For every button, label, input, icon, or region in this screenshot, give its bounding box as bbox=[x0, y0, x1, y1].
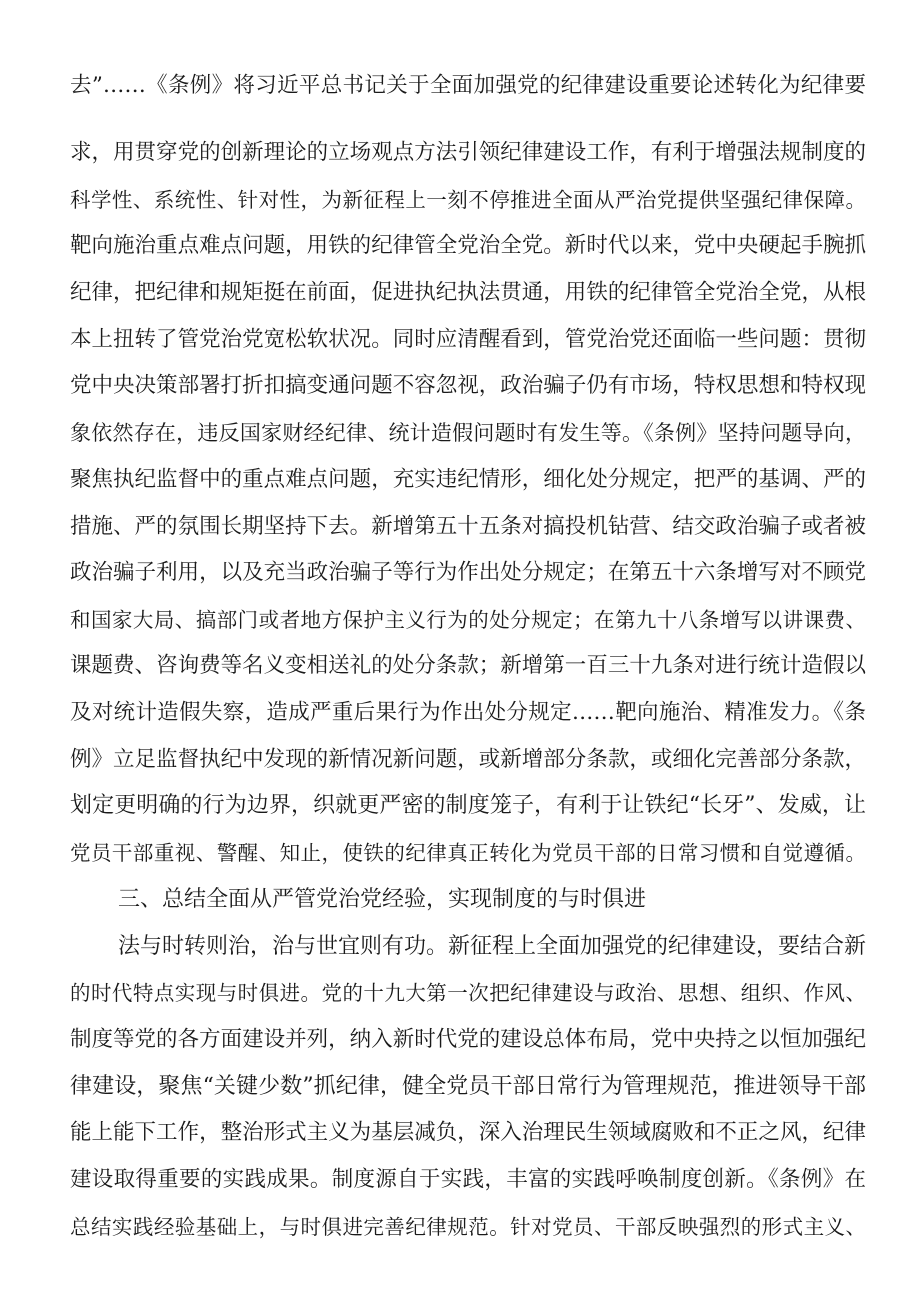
paragraph2-line-6: 聚焦执纪监督中的重点难点问题，充实违纪情形，细化处分规定，把严的基调、严的 bbox=[70, 467, 866, 492]
paragraph2-line-11: 及对统计造假失察，造成严重后果行为作出处分规定……靶向施治、精准发力。《条 bbox=[70, 700, 866, 725]
paragraph1-line-3: 科学性、系统性、针对性，为新征程上一刻不停推进全面从严治党提供坚强纪律保障。 bbox=[70, 188, 866, 212]
paragraph3-line-6: 建设取得重要的实践成果。制度源自于实践，丰富的实践呼唤制度创新。《条例》在 bbox=[70, 1167, 866, 1192]
paragraph2-line-1: 靶向施治重点难点问题，用铁的纪律管全党治全党。新时代以来，党中央硬起手腕抓 bbox=[70, 233, 866, 258]
paragraph2-line-4: 党中央决策部署打折扣搞变通问题不容忽视，政治骗子仍有市场，特权思想和特权现 bbox=[70, 373, 866, 398]
paragraph3-line-1: 法与时转则治，治与世宜则有功。新征程上全面加强党的纪律建设，要结合新 bbox=[118, 934, 866, 959]
paragraph2-line-10: 课题费、咨询费等名义变相送礼的处分条款；新增第一百三十九条对进行统计造假以 bbox=[70, 653, 866, 678]
paragraph3-line-3: 制度等党的各方面建设并列，纳入新时代党的建设总体布局，党中央持之以恒加强纪 bbox=[70, 1027, 866, 1052]
paragraph2-line-13: 划定更明确的行为边界，织就更严密的制度笼子，有利于让铁纪“长牙”、发威，让 bbox=[70, 793, 866, 818]
paragraph1-line-2: 求，用贯穿党的创新理论的立场观点方法引领纪律建设工作，有利于增强法规制度的 bbox=[70, 140, 866, 165]
paragraph2-line-2: 纪律，把纪律和规矩挺在前面，促进执纪执法贯通，用铁的纪律管全党治全党，从根 bbox=[70, 280, 866, 305]
paragraph2-line-9: 和国家大局、搞部门或者地方保护主义行为的处分规定；在第九十八条增写以讲课费、 bbox=[70, 608, 866, 632]
paragraph3-line-4: 律建设，聚焦“关键少数”抓纪律，健全党员干部日常行为管理规范，推进领导干部 bbox=[70, 1074, 866, 1099]
paragraph2-line-5: 象依然存在，违反国家财经纪律、统计造假问题时有发生等。《条例》坚持问题导向， bbox=[70, 421, 866, 445]
paragraph1-line-1: 去”……《条例》将习近平总书记关于全面加强党的纪律建设重要论述转化为纪律要 bbox=[70, 73, 866, 98]
paragraph2-line-12: 例》立足监督执纪中发现的新情况新问题，或新增部分条款，或细化完善部分条款， bbox=[70, 747, 866, 772]
paragraph3-line-2: 的时代特点实现与时俱进。党的十九大第一次把纪律建设与政治、思想、组织、作风、 bbox=[70, 981, 866, 1005]
section-heading: 三、总结全面从严管党治党经验，实现制度的与时俱进 bbox=[118, 887, 647, 912]
paragraph3-line-5: 能上能下工作，整治形式主义为基层减负，深入治理民生领域腐败和不正之风，纪律 bbox=[70, 1120, 866, 1145]
paragraph2-line-14: 党员干部重视、警醒、知止，使铁的纪律真正转化为党员干部的日常习惯和自觉遵循。 bbox=[70, 841, 866, 865]
paragraph2-line-7: 措施、严的氛围长期坚持下去。新增第五十五条对搞投机钻营、结交政治骗子或者被 bbox=[70, 514, 866, 539]
paragraph2-line-3: 本上扭转了管党治党宽松软状况。同时应清醒看到，管党治党还面临一些问题：贯彻 bbox=[70, 327, 866, 352]
paragraph2-line-8: 政治骗子利用，以及充当政治骗子等行为作出处分规定；在第五十六条增写对不顾党 bbox=[70, 560, 866, 585]
paragraph3-line-7: 总结实践经验基础上，与时俱进完善纪律规范。针对党员、干部反映强烈的形式主义、 bbox=[70, 1215, 866, 1239]
